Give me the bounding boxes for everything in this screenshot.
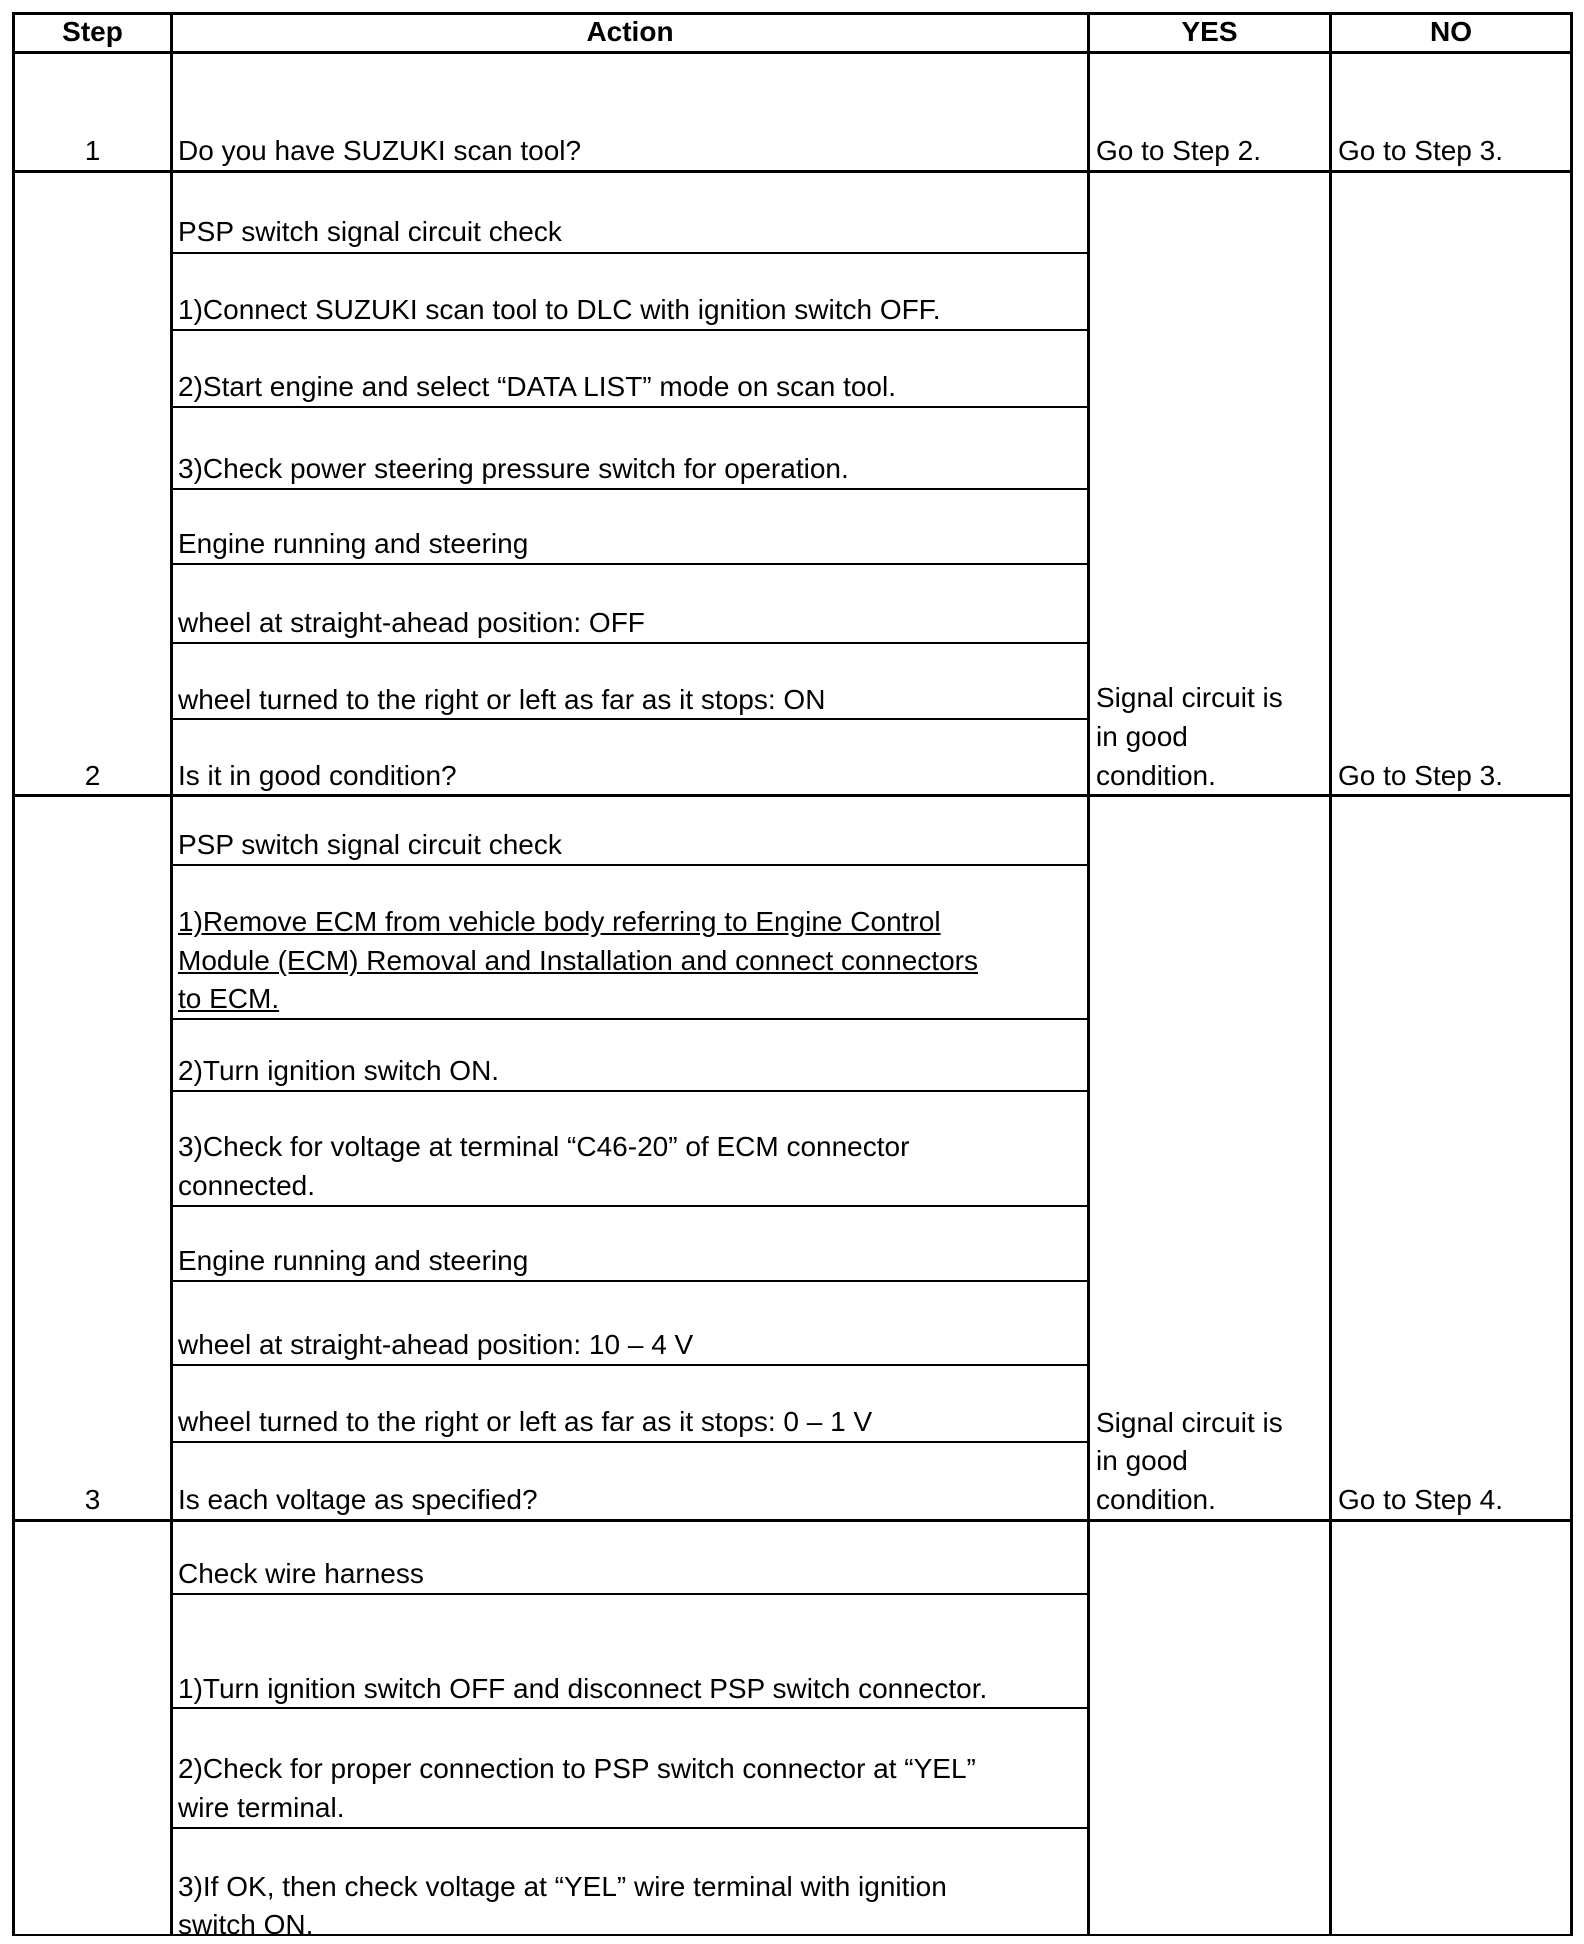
action-text: 3)If OK, then check voltage at “YEL” wire terminal with ignition — [178, 1871, 947, 1902]
action-subrow-line — [173, 642, 1087, 644]
header-yes: YES — [1181, 16, 1238, 47]
action-subrow-line — [173, 252, 1087, 254]
action-subrow-line — [173, 1090, 1087, 1092]
header-divider — [12, 51, 1573, 54]
action-subrow-line — [173, 563, 1087, 565]
table-border-right — [1570, 12, 1573, 1936]
action-subrow-line — [173, 1364, 1087, 1366]
yes-result: Signal circuit is — [1096, 1407, 1283, 1438]
action-text: Check wire harness — [178, 1558, 424, 1589]
action-text: wheel at straight-ahead position: OFF — [178, 607, 645, 638]
action-text: wheel at straight-ahead position: 10 – 4 V — [178, 1329, 694, 1360]
action-subrow-line — [173, 864, 1087, 866]
action-subrow-line — [173, 1205, 1087, 1207]
action-text: Is each voltage as specified? — [178, 1484, 538, 1515]
action-text: 1)Turn ignition switch OFF and disconnect PSP switch connector. — [178, 1673, 988, 1704]
action-link-text[interactable]: 1)Remove ECM from vehicle body referring to Engine Control — [178, 906, 941, 937]
action-subrow-line — [173, 1018, 1087, 1020]
action-subrow-line — [173, 1441, 1087, 1443]
action-subrow-line — [173, 329, 1087, 331]
action-text: switch ON. — [178, 1909, 314, 1940]
action-text: connected. — [178, 1170, 315, 1201]
header-no: NO — [1430, 16, 1472, 47]
action-text: Do you have SUZUKI scan tool? — [178, 135, 582, 166]
action-text: wheel turned to the right or left as far as it stops: 0 – 1 V — [178, 1406, 873, 1437]
action-text: Engine running and steering — [178, 528, 529, 559]
action-subrow-line — [173, 406, 1087, 408]
row-divider-1 — [12, 170, 1573, 173]
action-subrow-line — [173, 1827, 1087, 1829]
action-text: 2)Check for proper connection to PSP switch connector at “YEL” — [178, 1753, 976, 1784]
action-link-text[interactable]: Module (ECM) Removal and Installation and connect connectors — [178, 945, 978, 976]
action-text: 2)Start engine and select “DATA LIST” mode on scan tool. — [178, 371, 896, 402]
table-border-left — [12, 12, 15, 1936]
action-subrow-line — [173, 1280, 1087, 1282]
step-number: 1 — [84, 135, 101, 166]
action-link-text[interactable]: to ECM. — [178, 983, 280, 1014]
header-action: Action — [586, 16, 674, 47]
action-text: PSP switch signal circuit check — [178, 829, 562, 860]
action-text: 3)Check for voltage at terminal “C46-20” of ECM connector — [178, 1131, 910, 1162]
yes-result: Signal circuit is — [1096, 682, 1283, 713]
no-result: Go to Step 4. — [1338, 1484, 1503, 1515]
yes-result: Go to Step 2. — [1096, 135, 1261, 166]
action-subrow-line — [173, 1593, 1087, 1595]
no-result: Go to Step 3. — [1338, 135, 1503, 166]
column-divider-yes — [1329, 12, 1332, 1936]
action-text: 2)Turn ignition switch ON. — [178, 1055, 500, 1086]
yes-result: in good — [1096, 721, 1188, 752]
step-number: 2 — [84, 760, 101, 791]
yes-result: condition. — [1096, 760, 1216, 791]
yes-result: in good — [1096, 1445, 1188, 1476]
action-text: wire terminal. — [178, 1792, 345, 1823]
action-text: Engine running and steering — [178, 1245, 529, 1276]
action-text: Is it in good condition? — [178, 760, 457, 791]
action-text: PSP switch signal circuit check — [178, 216, 562, 247]
action-subrow-line — [173, 488, 1087, 490]
column-divider-step — [170, 12, 173, 1936]
action-text: wheel turned to the right or left as far as it stops: ON — [178, 684, 826, 715]
action-text: 3)Check power steering pressure switch for operation. — [178, 453, 849, 484]
column-divider-action — [1087, 12, 1090, 1936]
header-step: Step — [62, 16, 123, 47]
yes-result: condition. — [1096, 1484, 1216, 1515]
step-number: 3 — [84, 1484, 101, 1515]
action-text: 1)Connect SUZUKI scan tool to DLC with ignition switch OFF. — [178, 294, 941, 325]
no-result: Go to Step 3. — [1338, 760, 1503, 791]
row-divider-3 — [12, 1519, 1573, 1522]
